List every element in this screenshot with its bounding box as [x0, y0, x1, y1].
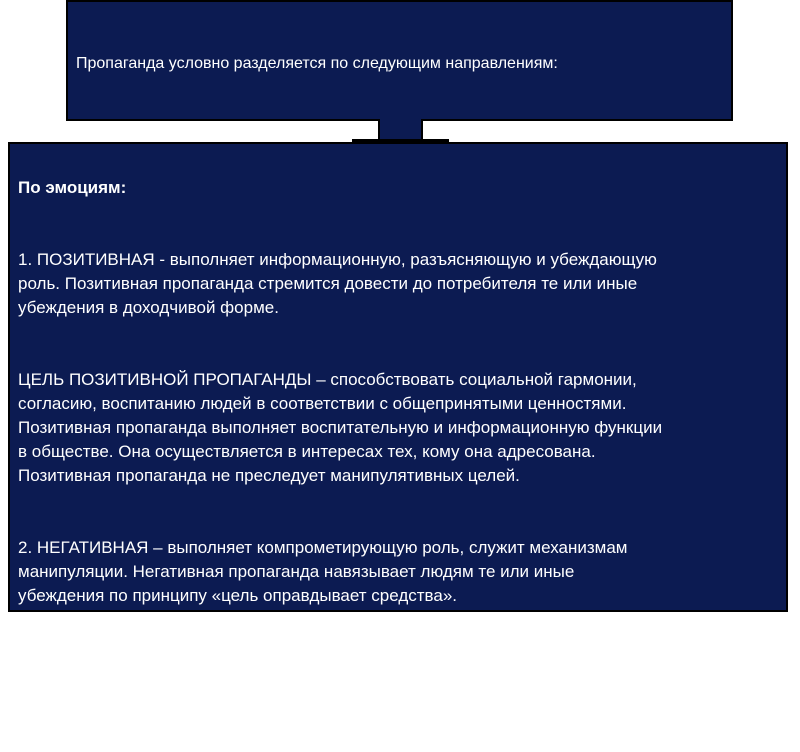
- paragraph-negative-goal: ЦЕЛЬ НЕГАТИВНОЙ ИНФОРМАЦИИ – разжигание социальной вражды, эскалация социальных конфликтов, обострение противоречий в обществе, побуждение низменных инстинктов и т.д.: [18, 658, 615, 725]
- content-box: [8, 142, 788, 725]
- paragraph-positive: 1. ПОЗИТИВНАЯ - выполняет информационную, разъясняющую и убеждающую роль. Позитивная пропаганда стремится довести до потребителя те или иные убеждения в доходчивой форме.: [18, 250, 657, 317]
- slide-title: Пропаганда условно разделяется по следующим направлениям:: [76, 55, 558, 72]
- title-box: [66, 0, 733, 121]
- paragraph-negative: 2. НЕГАТИВНАЯ – выполняет компрометирующую роль, служит механизмам манипуляции. Негативная пропаганда навязывает людям те или иные убеждения по принципу «цель оправдывает средства».: [18, 538, 628, 605]
- section-heading: По эмоциям:: [18, 178, 127, 197]
- paragraph-positive-goal: ЦЕЛЬ ПОЗИТИВНОЙ ПРОПАГАНДЫ – способствовать социальной гармонии, согласию, воспитанию людей в соответствии с общепринятыми ценностями. Позитивная пропаганда выполняет воспитательную и информационную функции в обществе. Она осуществляется в интересах тех, кому она адресована. Позитивная пропаганда не преследует манипулятивных целей.: [18, 370, 663, 485]
- content-text: [18, 152, 782, 752]
